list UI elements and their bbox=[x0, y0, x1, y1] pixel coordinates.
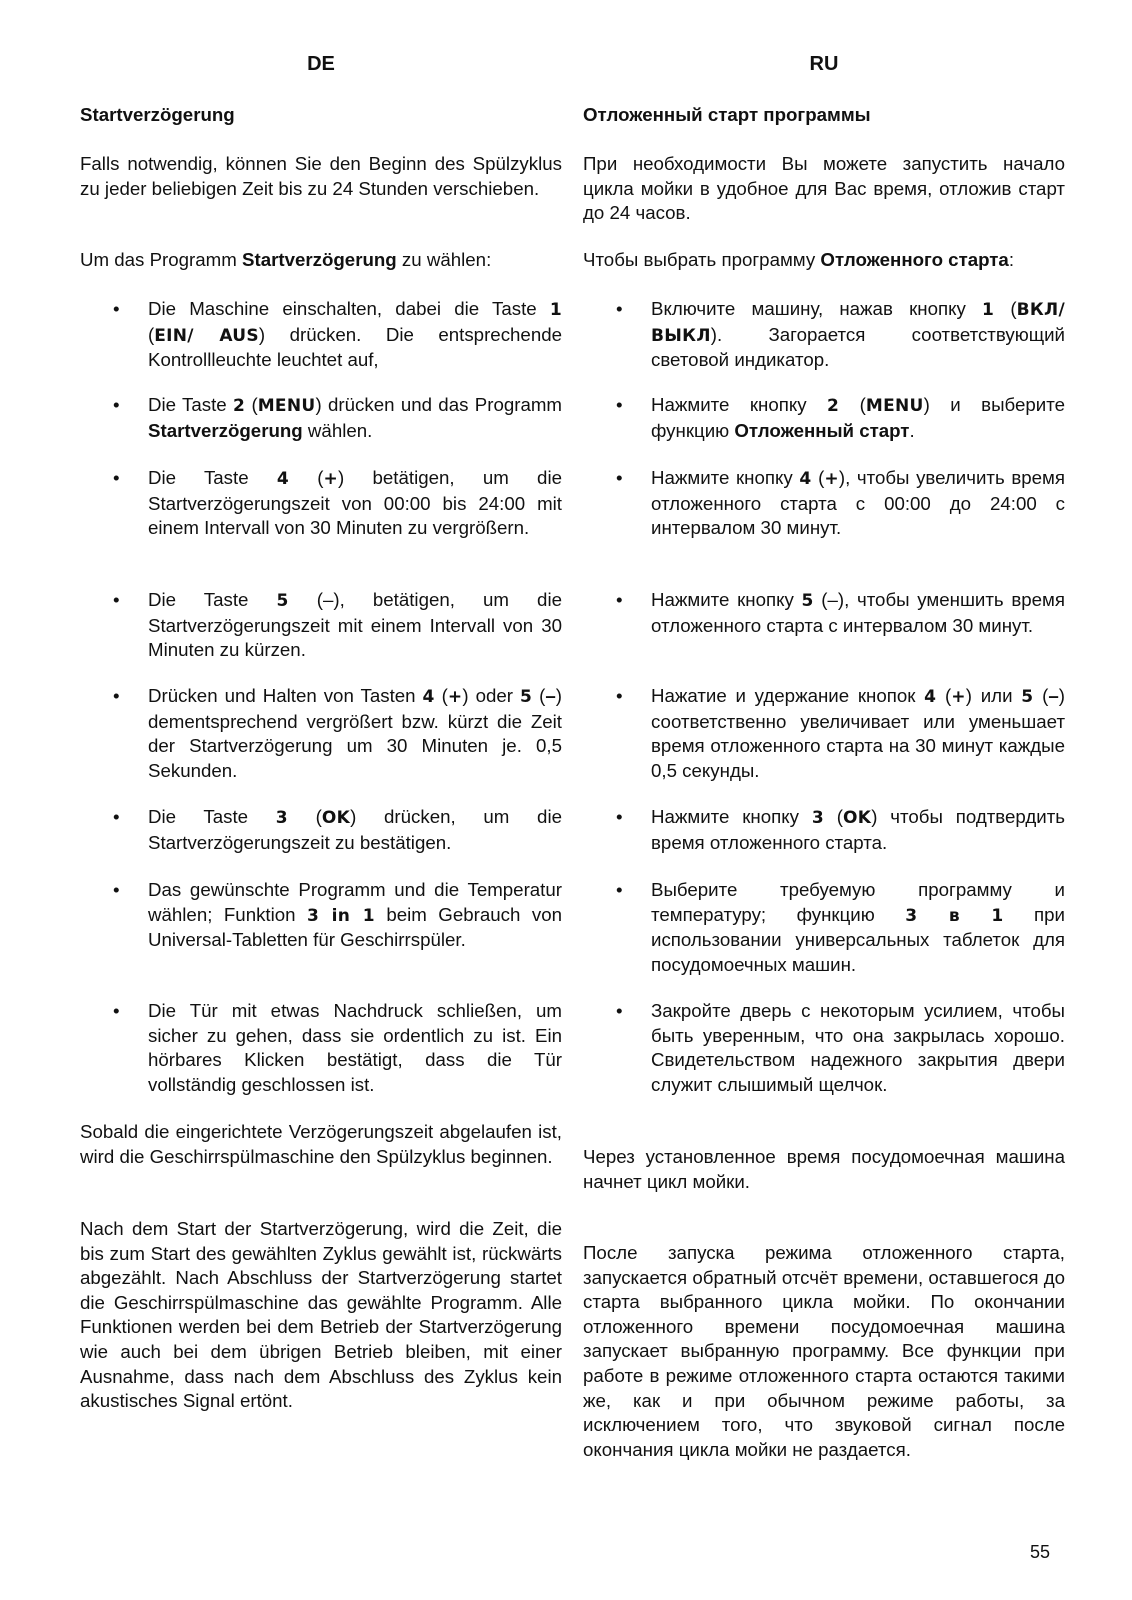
bullet-icon: • bbox=[616, 467, 623, 488]
bullet-icon: • bbox=[113, 589, 120, 610]
bullet-icon: • bbox=[616, 685, 623, 706]
bullet-icon: • bbox=[616, 298, 623, 319]
bullet-icon: • bbox=[616, 589, 623, 610]
bullet-icon: • bbox=[113, 685, 120, 706]
bullet-icon: • bbox=[616, 1000, 623, 1021]
after-paragraph-de: Sobald die eingerichtete Verzögerungszeit abgelaufen ist, wird die Geschirrspülmaschine den Spülzyklus beginnen. bbox=[80, 1121, 562, 1167]
bullet-icon: • bbox=[113, 394, 120, 415]
bullet-icon: • bbox=[113, 298, 120, 319]
language-heading-de: DE bbox=[307, 53, 335, 75]
after-paragraph-ru: Через установленное время посудомоечная машина начнет цикл мойки. bbox=[583, 1146, 1065, 1192]
bullet-icon: • bbox=[113, 467, 120, 488]
section-title-de: Startverzögerung bbox=[80, 104, 235, 125]
select-instruction-de: Um das Programm Startverzögerung zu wählen: bbox=[80, 249, 492, 270]
bullet-icon: • bbox=[113, 879, 120, 900]
language-heading-ru: RU bbox=[809, 53, 839, 75]
bullet-icon: • bbox=[616, 806, 623, 827]
bullet-icon: • bbox=[113, 806, 120, 827]
select-instruction-ru: Чтобы выбрать программу Отложенного старта: bbox=[583, 249, 1015, 270]
final-paragraph-de: Nach dem Start der Startverzögerung, wird die Zeit, die bis zum Start des gewählten Zyklus gewählt ist, rückwärts abgezählt. Nach Abschluss der Startverzögerung startet die Geschirrspülmaschine das gewählte Programm. Alle Funktionen werden bei dem Betrieb der Startverzögerung wie auch bei dem übrigen Betrieb bleiben, mit einer Ausnahme, dass nach dem Abschluss des Zyklus kein akustisches Signal ertönt. bbox=[80, 1218, 562, 1412]
final-paragraph-ru: После запуска режима отложенного старта, запускается обратный отсчёт времени, оставшегося до старта выбранного цикла мойки. По окончании отложенного времени посудомоечная машина запускает выбранную программу. Все функции при работе в режиме отложенного старта остаются такими же, как и при обычном режиме работы, за исключением того, что звуковой сигнал после окончания цикла мойки не раздается. bbox=[583, 1242, 1065, 1460]
section-title-ru: Отложенный старт программы bbox=[583, 104, 871, 125]
intro-paragraph-de: Falls notwendig, können Sie den Beginn des Spülzyklus zu jeder beliebigen Zeit bis zu 24 Stunden verschieben. bbox=[80, 153, 562, 199]
intro-paragraph-ru: При необходимости Вы можете запустить начало цикла мойки в удобное для Вас время, отложив старт до 24 часов. bbox=[583, 153, 1065, 224]
bullet-icon: • bbox=[113, 1000, 120, 1021]
page-number: 55 bbox=[1030, 1542, 1051, 1562]
bullet-icon: • bbox=[616, 394, 623, 415]
bullet-icon: • bbox=[616, 879, 623, 900]
